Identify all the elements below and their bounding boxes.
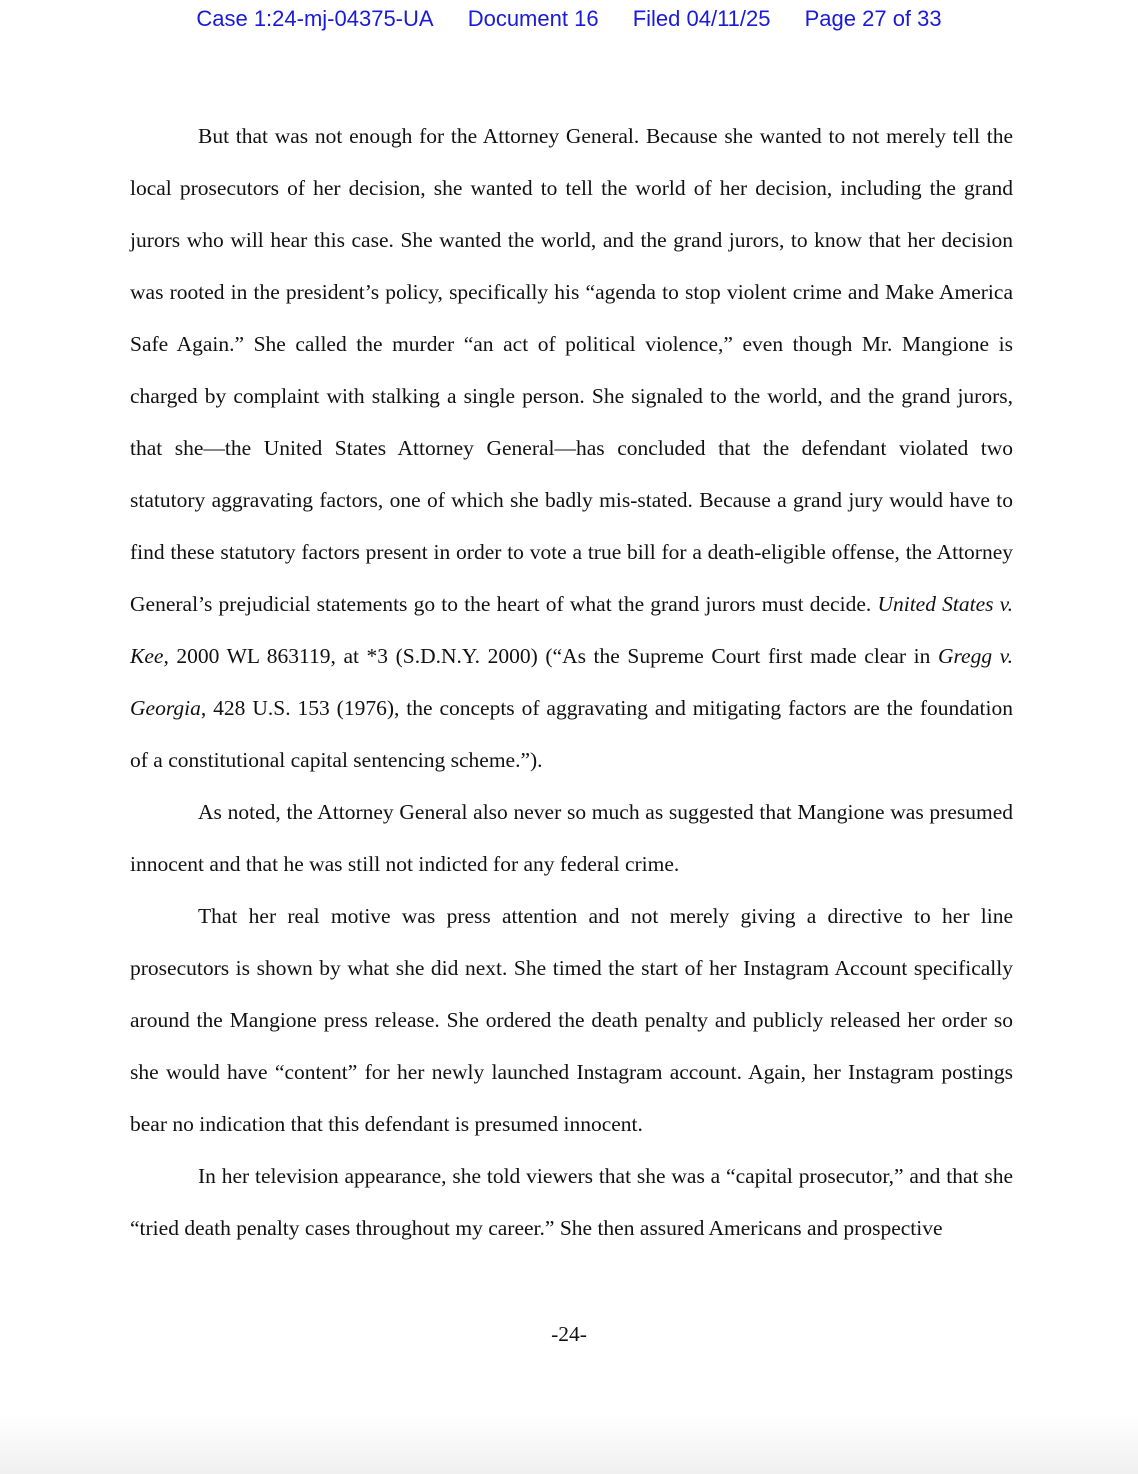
paragraph-text: , 2000 WL 863119, at *3 (S.D.N.Y. 2000) (“As the Supreme Court first made clear in [163, 644, 938, 668]
paragraph-text: , 428 U.S. 153 (1976), the concepts of aggravating and mitigating factors are the foundation of a constitutional capital sentencing scheme.”). [130, 696, 1013, 772]
paragraph: As noted, the Attorney General also never so much as suggested that Mangione was presumed innocent and that he was still not indicted for any federal crime. [130, 800, 1013, 876]
paragraph: In her television appearance, she told viewers that she was a “capital prosecutor,” and that she “tried death penalty cases throughout my career.” She then assured Americans and prospective [130, 1164, 1013, 1240]
document-number: Document 16 [467, 6, 599, 31]
case-citation: United States v. Kee [130, 592, 1013, 668]
paragraph-text: But that was not enough for the Attorney General. Because she wanted to not merely tell the local prosecutors of her decision, she wanted to tell the world of her decision, including the grand jurors who will hear this case. She wanted the world, and the grand jurors, to know that her decision was rooted in the president’s policy, specifically his “agenda to stop violent crime and Make America Safe Again.” She called the murder “an act of political violence,” even though Mr. Mangione is charged by complaint with stalking a single person. She signaled to the world, and the grand jurors, that she—the United States Attorney General—has concluded that the defendant violated two statutory aggravating factors, one of which she badly mis-stated. Because a grand jury would have to find these statutory factors present in order to vote a true bill for a death-eligible offense, the Attorney General’s prejudicial statements go to the heart of what the grand jurors must decide. [130, 124, 1013, 616]
page-indicator: Page 27 of 33 [804, 6, 942, 31]
document-body [130, 110, 1013, 1254]
paragraph [130, 110, 1013, 786]
case-number: Case 1:24-mj-04375-UA [196, 6, 434, 31]
filed-date: Filed 04/11/25 [632, 6, 771, 31]
paragraph: That her real motive was press attention and not merely giving a directive to her line prosecutors is shown by what she did next. She timed the start of her Instagram Account specifically around the Mangione press release. She ordered the death penalty and publicly released her order so she would have “content” for her newly launched Instagram account. Again, her Instagram postings bear no indication that this defendant is presumed innocent. [130, 904, 1013, 1136]
page-number: -24- [551, 1322, 587, 1346]
filing-header [0, 6, 1138, 32]
page-bottom-edge [0, 1414, 1138, 1474]
case-citation: Gregg v. Georgia [130, 644, 1013, 720]
